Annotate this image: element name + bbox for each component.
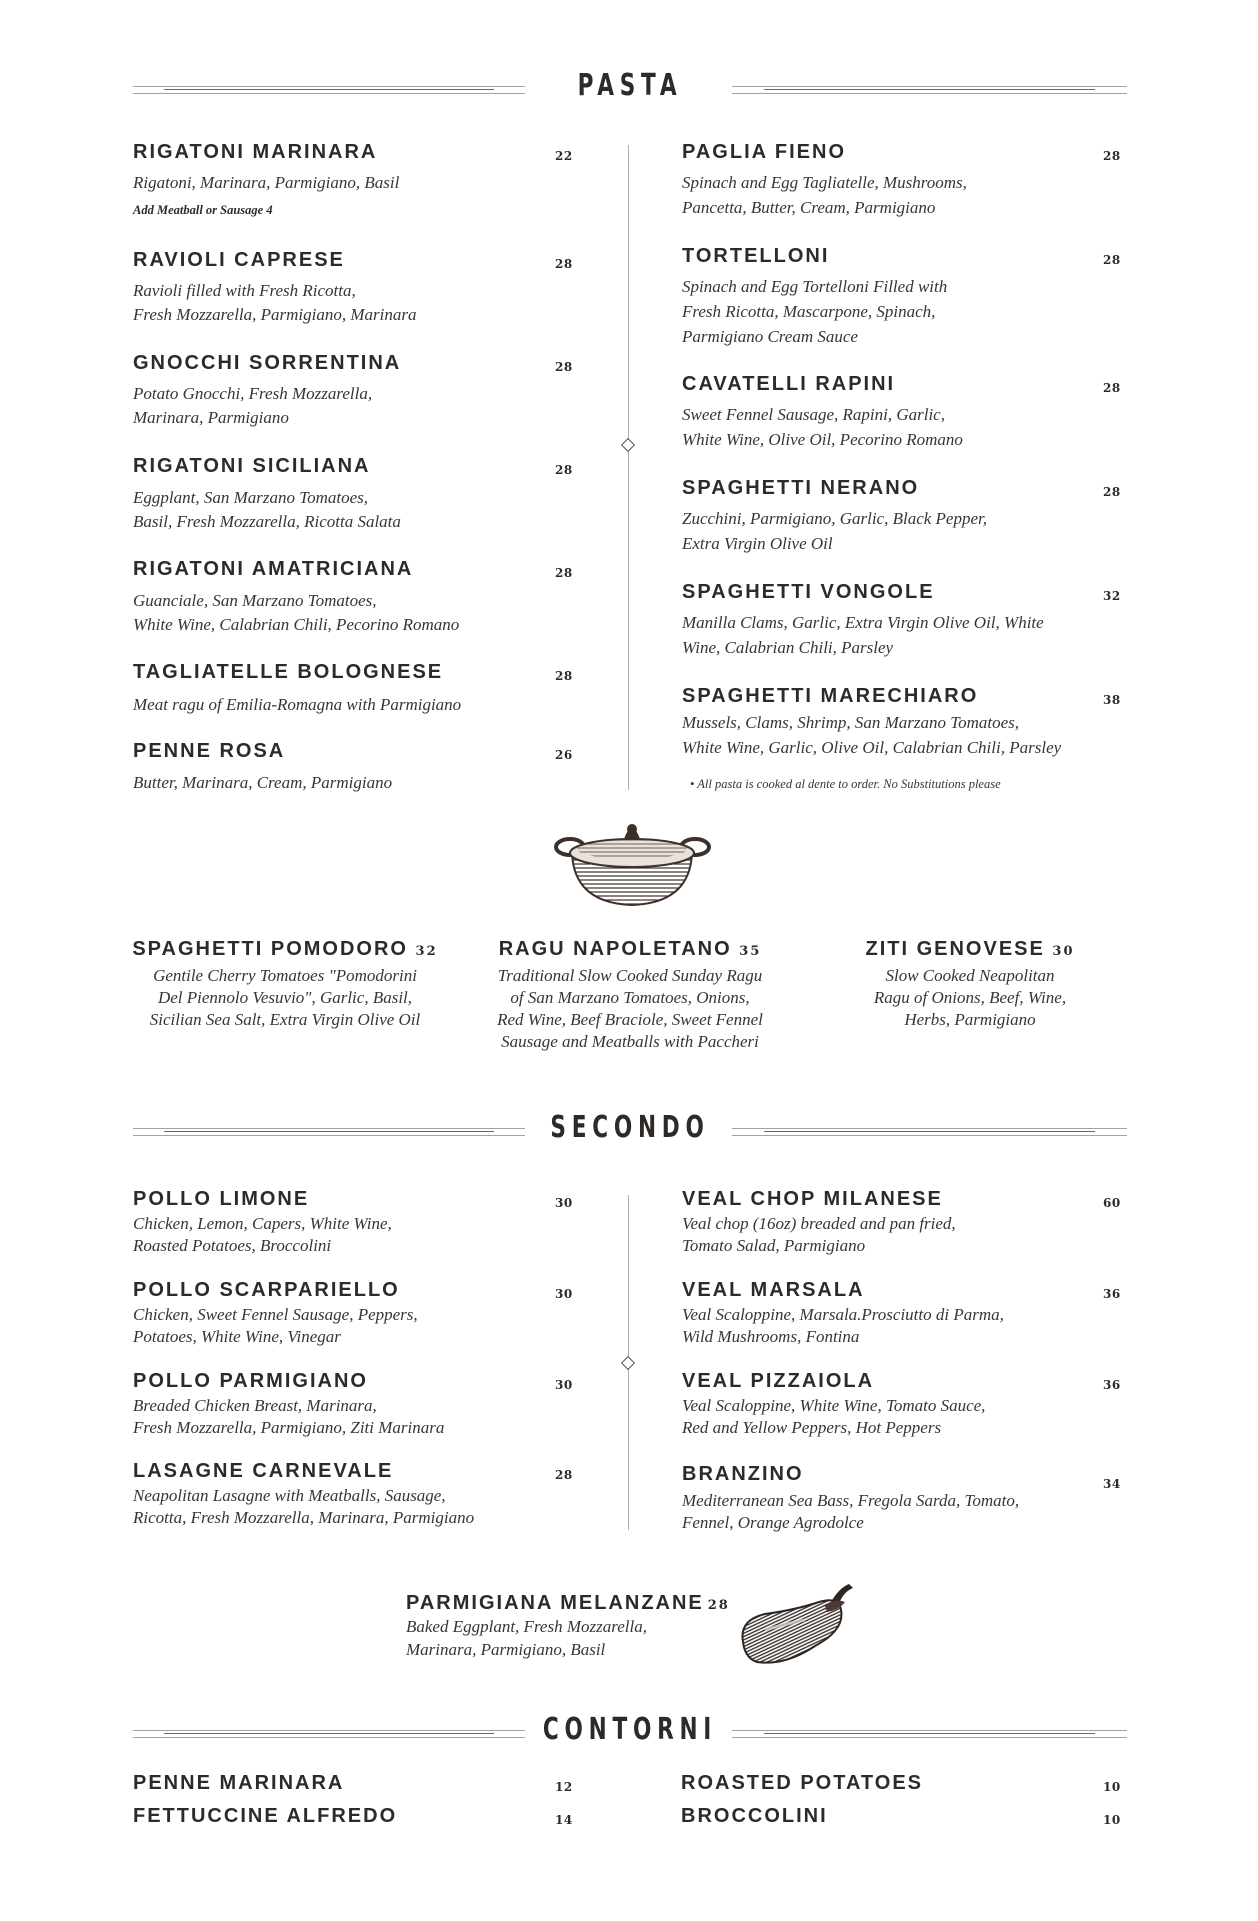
featured-item-price: 35 — [739, 944, 762, 959]
menu-item-desc: Potatoes, White Wine, Vinegar — [133, 1327, 341, 1346]
menu-item-desc: Extra Virgin Olive Oil — [682, 534, 833, 553]
menu-item-name: LASAGNE CARNEVALE — [133, 1460, 394, 1482]
menu-item-desc: Ricotta, Fresh Mozzarella, Marinara, Parmigiano — [133, 1508, 475, 1527]
menu-item-name: SPAGHETTI VONGOLE — [682, 581, 935, 603]
menu-item-addon: Add Meatball or Sausage 4 — [133, 203, 273, 217]
menu-item-price: 28 — [555, 669, 573, 683]
menu-item-desc: Veal Scaloppine, White Wine, Tomato Sauce, — [682, 1396, 986, 1415]
menu-item-desc: Ravioli filled with Fresh Ricotta, — [133, 281, 356, 300]
section-heading-pasta: PASTA — [577, 68, 683, 103]
menu-item-price: 38 — [1103, 693, 1121, 707]
featured-item-pomodoro — [120, 938, 450, 1031]
menu-item-name: BROCCOLINI — [681, 1805, 828, 1827]
menu-item-desc: Roasted Potatoes, Broccolini — [133, 1236, 332, 1255]
featured-item-name — [820, 938, 1120, 961]
featured-desc-line: Baked Eggplant, Fresh Mozzarella, — [406, 1617, 647, 1636]
featured-desc-line: Herbs, Parmigiano — [904, 1010, 1036, 1029]
menu-item-desc: Spinach and Egg Tortelloni Filled with — [682, 277, 948, 296]
menu-item-price: 60 — [1103, 1196, 1121, 1210]
menu-item-name: VEAL CHOP MILANESE — [682, 1188, 943, 1210]
menu-item-price: 28 — [555, 463, 573, 477]
menu-item-name: PENNE MARINARA — [133, 1772, 345, 1794]
menu-item-name: RIGATONI AMATRICIANA — [133, 558, 414, 580]
menu-item-desc: Potato Gnocchi, Fresh Mozzarella, — [133, 384, 373, 403]
menu-item-name: RIGATONI MARINARA — [133, 141, 378, 163]
featured-desc-line: Sicilian Sea Salt, Extra Virgin Olive Oil — [149, 1010, 421, 1029]
menu-item-price: 28 — [555, 1468, 573, 1482]
menu-item-price: 30 — [555, 1378, 573, 1392]
heading-rule-left — [133, 1730, 525, 1738]
featured-name-text: PARMIGIANA MELANZANE — [406, 1592, 704, 1614]
menu-item-name: TORTELLONI — [682, 245, 830, 267]
featured-item-price: 28 — [707, 1598, 730, 1613]
menu-item-desc: Parmigiano Cream Sauce — [682, 327, 858, 346]
pasta-note — [690, 777, 1001, 792]
featured-desc-line: Gentile Cherry Tomatoes "Pomodorini — [153, 966, 417, 985]
menu-item-name: VEAL MARSALA — [682, 1279, 865, 1301]
featured-desc-line: Red Wine, Beef Braciole, Sweet Fennel — [497, 1010, 763, 1029]
menu-item-desc: Fresh Mozzarella, Parmigiano, Marinara — [133, 305, 417, 324]
featured-desc-line: Traditional Slow Cooked Sunday Ragu — [497, 966, 763, 985]
menu-item-name: POLLO LIMONE — [133, 1188, 310, 1210]
featured-item-genovese — [820, 938, 1120, 1031]
menu-item-price: 34 — [1103, 1477, 1121, 1491]
menu-item-price: 30 — [555, 1196, 573, 1210]
menu-item-desc: Fennel, Orange Agrodolce — [682, 1513, 864, 1532]
section-heading-secondo: SECONDO — [550, 1110, 710, 1145]
menu-item-desc: Chicken, Sweet Fennel Sausage, Peppers, — [133, 1305, 418, 1324]
menu-item-name: VEAL PIZZAIOLA — [682, 1370, 875, 1392]
featured-desc-line: Marinara, Parmigiano, Basil — [406, 1640, 606, 1659]
menu-item-desc: Zucchini, Parmigiano, Garlic, Black Pepper, — [682, 509, 988, 528]
bullet-icon: • — [690, 777, 695, 791]
featured-desc-line: of San Marzano Tomatoes, Onions, — [510, 988, 750, 1007]
menu-item-name: FETTUCCINE ALFREDO — [133, 1805, 398, 1827]
featured-item-name — [406, 1592, 730, 1615]
menu-item-price: 28 — [555, 257, 573, 271]
menu-item-desc: Neapolitan Lasagne with Meatballs, Sausage, — [133, 1486, 446, 1505]
menu-item-desc: White Wine, Garlic, Olive Oil, Calabrian Chili, Parsley — [682, 738, 1062, 757]
heading-rule-right — [732, 1730, 1127, 1738]
menu-item-desc: Eggplant, San Marzano Tomatoes, — [133, 488, 369, 507]
featured-desc-line: Del Piennolo Vesuvio", Garlic, Basil, — [157, 988, 413, 1007]
menu-item-desc: Wine, Calabrian Chili, Parsley — [682, 638, 894, 657]
menu-item-price: 30 — [555, 1287, 573, 1301]
menu-item-desc: Wild Mushrooms, Fontina — [682, 1327, 860, 1346]
featured-name-text: SPAGHETTI POMODORO — [132, 938, 408, 960]
menu-item-price: 32 — [1103, 589, 1121, 603]
menu-item-name: BRANZINO — [682, 1463, 804, 1485]
menu-item-name: POLLO PARMIGIANO — [133, 1370, 368, 1392]
menu-item-desc: Spinach and Egg Tagliatelle, Mushrooms, — [682, 173, 967, 192]
menu-item-desc: Manilla Clams, Garlic, Extra Virgin Olive Oil, White — [682, 613, 1044, 632]
menu-item-desc: Veal chop (16oz) breaded and pan fried, — [682, 1214, 956, 1233]
menu-item-price: 28 — [1103, 381, 1121, 395]
menu-item-desc: White Wine, Olive Oil, Pecorino Romano — [682, 430, 963, 449]
menu-item-name: CAVATELLI RAPINI — [682, 373, 896, 395]
featured-name-text: ZITI GENOVESE — [865, 938, 1045, 960]
menu-item-desc: Basil, Fresh Mozzarella, Ricotta Salata — [133, 512, 401, 531]
featured-desc-line: Sausage and Meatballs with Paccheri — [501, 1032, 759, 1051]
menu-item-name: RAVIOLI CAPRESE — [133, 249, 345, 271]
featured-item-name — [465, 938, 795, 961]
featured-item-price: 30 — [1052, 944, 1075, 959]
menu-item-name: GNOCCHI SORRENTINA — [133, 352, 402, 374]
column-divider — [628, 145, 629, 790]
heading-rule-left — [133, 1128, 525, 1136]
menu-item-desc: Butter, Marinara, Cream, Parmigiano — [133, 773, 393, 792]
menu-item-desc: Tomato Salad, Parmigiano — [682, 1236, 866, 1255]
featured-desc-line: Ragu of Onions, Beef, Wine, — [873, 988, 1067, 1007]
menu-item-desc: Veal Scaloppine, Marsala.Prosciutto di Parma, — [682, 1305, 1004, 1324]
divider-diamond — [621, 1356, 635, 1370]
featured-item-parmigiana — [406, 1592, 730, 1661]
menu-item-desc: Meat ragu of Emilia-Romagna with Parmigiano — [133, 695, 462, 714]
menu-item-name: TAGLIATELLE BOLOGNESE — [133, 661, 444, 683]
menu-item-price: 28 — [1103, 485, 1121, 499]
menu-item-desc: Rigatoni, Marinara, Parmigiano, Basil — [133, 173, 400, 192]
heading-rule-left — [133, 86, 525, 94]
menu-item-desc: White Wine, Calabrian Chili, Pecorino Romano — [133, 615, 460, 634]
menu-item-desc: Pancetta, Butter, Cream, Parmigiano — [682, 198, 936, 217]
menu-item-desc: Fresh Ricotta, Mascarpone, Spinach, — [682, 302, 936, 321]
menu-item-name: PAGLIA FIENO — [682, 141, 846, 163]
featured-name-text: RAGU NAPOLETANO — [498, 938, 732, 960]
menu-item-price: 28 — [1103, 149, 1121, 163]
menu-item-price: 14 — [555, 1813, 573, 1827]
menu-item-desc: Sweet Fennel Sausage, Rapini, Garlic, — [682, 405, 945, 424]
eggplant-icon — [735, 1580, 860, 1670]
featured-item-price: 32 — [415, 944, 438, 959]
section-heading-contorni: CONTORNI — [542, 1712, 718, 1747]
menu-item-name: SPAGHETTI MARECHIARO — [682, 685, 979, 707]
featured-desc-line: Slow Cooked Neapolitan — [885, 966, 1055, 985]
menu-item-price: 10 — [1103, 1813, 1121, 1827]
menu-item-name: POLLO SCARPARIELLO — [133, 1279, 400, 1301]
menu-item-desc: Guanciale, San Marzano Tomatoes, — [133, 591, 377, 610]
pasta-note-text: All pasta is cooked al dente to order. No Substitutions please — [697, 777, 1001, 791]
heading-rule-right — [732, 1128, 1127, 1136]
menu-item-price: 22 — [555, 149, 573, 163]
menu-item-desc: Marinara, Parmigiano — [133, 408, 289, 427]
menu-item-price: 28 — [555, 566, 573, 580]
menu-item-desc: Mussels, Clams, Shrimp, San Marzano Tomatoes, — [682, 713, 1020, 732]
menu-item-price: 36 — [1103, 1378, 1121, 1392]
menu-item-desc: Fresh Mozzarella, Parmigiano, Ziti Marinara — [133, 1418, 445, 1437]
menu-item-name: SPAGHETTI NERANO — [682, 477, 920, 499]
menu-item-desc: Red and Yellow Peppers, Hot Peppers — [682, 1418, 942, 1437]
menu-item-price: 12 — [555, 1780, 573, 1794]
menu-item-name: RIGATONI SICILIANA — [133, 455, 371, 477]
menu-item-name: PENNE ROSA — [133, 740, 286, 762]
menu-item-price: 36 — [1103, 1287, 1121, 1301]
featured-item-name — [120, 938, 450, 961]
menu-item-desc: Breaded Chicken Breast, Marinara, — [133, 1396, 377, 1415]
cooking-pot-icon — [550, 815, 714, 911]
featured-item-ragu — [465, 938, 795, 1053]
menu-item-price: 10 — [1103, 1780, 1121, 1794]
menu-item-price: 28 — [555, 360, 573, 374]
menu-item-name: ROASTED POTATOES — [681, 1772, 924, 1794]
menu-item-price: 28 — [1103, 253, 1121, 267]
menu-item-price: 26 — [555, 748, 573, 762]
divider-diamond — [621, 438, 635, 452]
menu-item-desc: Chicken, Lemon, Capers, White Wine, — [133, 1214, 392, 1233]
heading-rule-right — [732, 86, 1127, 94]
menu-item-desc: Mediterranean Sea Bass, Fregola Sarda, Tomato, — [682, 1491, 1020, 1510]
